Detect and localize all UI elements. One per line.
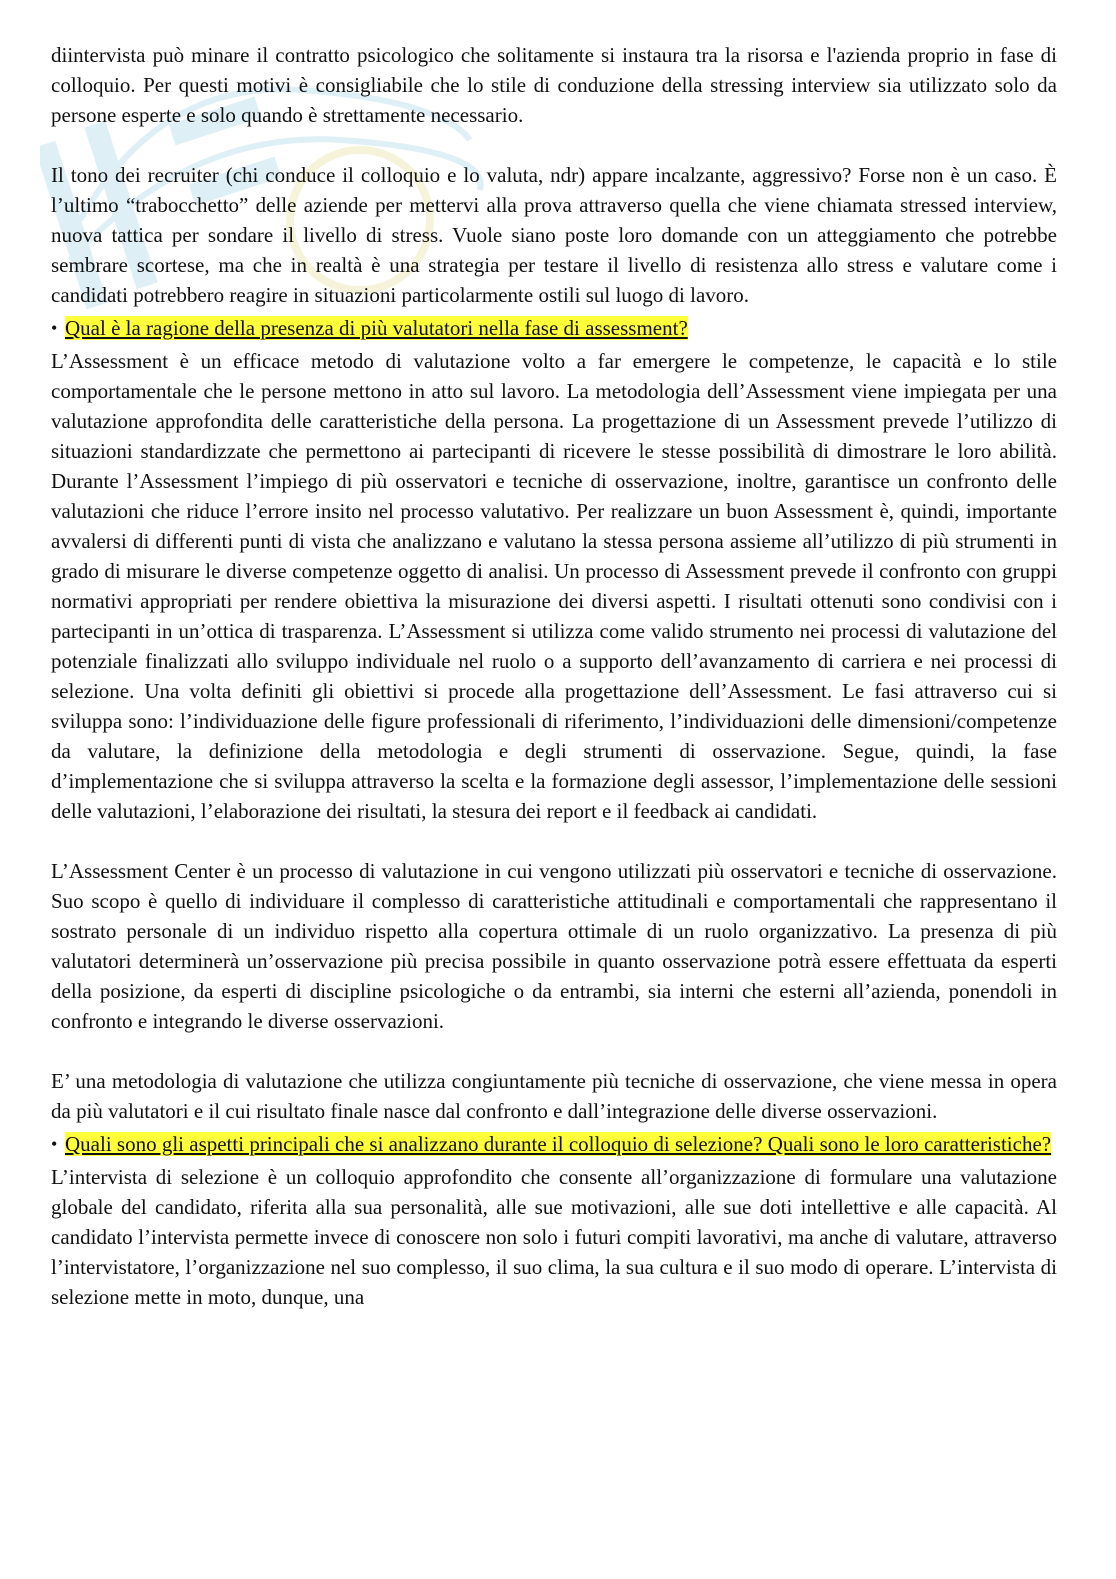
document-page [51, 40, 1057, 1312]
question-2-text: Quali sono gli aspetti principali che si analizzano durante il colloquio di selezione? Quali sono le loro caratteristiche? [65, 1132, 1052, 1156]
bullet-icon: • [51, 318, 58, 338]
answer-2-paragraph-1: L’intervista di selezione è un colloquio approfondito che consente all’organizzazione di formulare una valutazione globale del candidato, riferita alla sua personalità, alle sue motivazioni, alle sue doti intellettive e alle capacità. Al candidato l’intervista permette invece di conoscere non solo i futuri compiti lavorativi, ma anche di valutare, attraverso l’intervistatore, l’organizzazione nel suo complesso, il suo clima, la sua cultura e il suo modo di operare. L’intervista di selezione mette in moto, dunque, una [51, 1165, 1057, 1309]
spacer [51, 1036, 1057, 1066]
question-heading-1 [51, 313, 1057, 343]
bullet-icon: • [51, 1134, 58, 1154]
answer-1-paragraph-2: L’Assessment Center è un processo di valutazione in cui vengono utilizzati più osservatori e tecniche di osservazione. Suo scopo è quello di individuare il complesso di caratteristiche attitudinali e comportamentali che rappresentano il sostrato personale di un individuo rispetto alla copertura ottimale di un ruolo organizzativo. La presenza di più valutatori determinerà un’osservazione più precisa possibile in quanto osservazione potrà essere effettuata da esperti della posizione, da esperti di discipline psicologiche o da entrambi, sia interni che esterni all’azienda, ponendoli in confronto e integrando le diverse osservazioni. [51, 859, 1057, 1033]
answer-1-paragraph-1: L’Assessment è un efficace metodo di valutazione volto a far emergere le competenze, le capacità e lo stile comportamentale che le persone mettono in atto sul lavoro. La metodologia dell’Assessment viene impiegata per una valutazione approfondita delle caratteristiche della persona. La progettazione di un Assessment prevede l’utilizzo di situazioni standardizzate che permettono ai partecipanti di ricevere le stesse possibilità di dimostrare le loro abilità. Durante l’Assessment l’impiego di più osservatori e tecniche di osservazione, inoltre, garantisce un confronto delle valutazioni che riduce l’errore insito nel processo valutativo. Per realizzare un buon Assessment è, quindi, importante avvalersi di differenti punti di vista che analizzano e valutano la stessa persona assieme all’utilizzo di più strumenti in grado di misurare le diverse competenze oggetto di analisi. Un processo di Assessment prevede il confronto con gruppi normativi appropriati per rendere obiettiva la misurazione dei diversi aspetti. I risultati ottenuti sono condivisi con i partecipanti in un’ottica di trasparenza. L’Assessment si utilizza come valido strumento nei processi di valutazione del potenziale finalizzati allo sviluppo individuale nel ruolo o a supporto dell’avanzamento di carriera e nei processi di selezione. Una volta definiti gli obiettivi si procede alla progettazione dell’Assessment. Le fasi attraverso cui si sviluppa sono: l’individuazione delle figure professionali di riferimento, l’individuazioni delle dimensioni/competenze da valutare, la definizione della metodologia e degli strumenti di osservazione. Segue, quindi, la fase d’implementazione che si sviluppa attraverso la scelta e la formazione degli assessor, l’implementazione delle sessioni delle valutazioni, l’elaborazione dei risultati, la stesura dei report e il feedback ai candidati. [51, 349, 1057, 823]
intro-paragraph-1: diintervista può minare il contratto psicologico che solitamente si instaura tra la risorsa e l'azienda proprio in fase di colloquio. Per questi motivi è consigliabile che lo stile di conduzione della stressing interview sia utilizzato solo da persone esperte e solo quando è strettamente necessario. [51, 43, 1057, 127]
intro-paragraph-2: Il tono dei recruiter (chi conduce il colloquio e lo valuta, ndr) appare incalzante, aggressivo? Forse non è un caso. È l’ultimo “trabocchetto” delle aziende per mettervi alla prova attraverso quella che viene chiamata stressed interview, nuova tattica per sondare il livello di stress. Vuole siano poste loro domande con un atteggiamento che potrebbe sembrare scortese, ma che in realtà è una strategia per testare il livello di resistenza allo stress e valutare come i candidati potrebbero reagire in situazioni particolarmente ostili sul luogo di lavoro. [51, 163, 1057, 307]
answer-1-paragraph-3: E’ una metodologia di valutazione che utilizza congiuntamente più tecniche di osservazione, che viene messa in opera da più valutatori e il cui risultato finale nasce dal confronto e dall’integrazione delle diverse osservazioni. [51, 1069, 1057, 1123]
question-1-text: Qual è la ragione della presenza di più valutatori nella fase di assessment? [65, 316, 688, 340]
spacer [51, 826, 1057, 856]
question-heading-2 [51, 1129, 1057, 1159]
spacer [51, 130, 1057, 160]
